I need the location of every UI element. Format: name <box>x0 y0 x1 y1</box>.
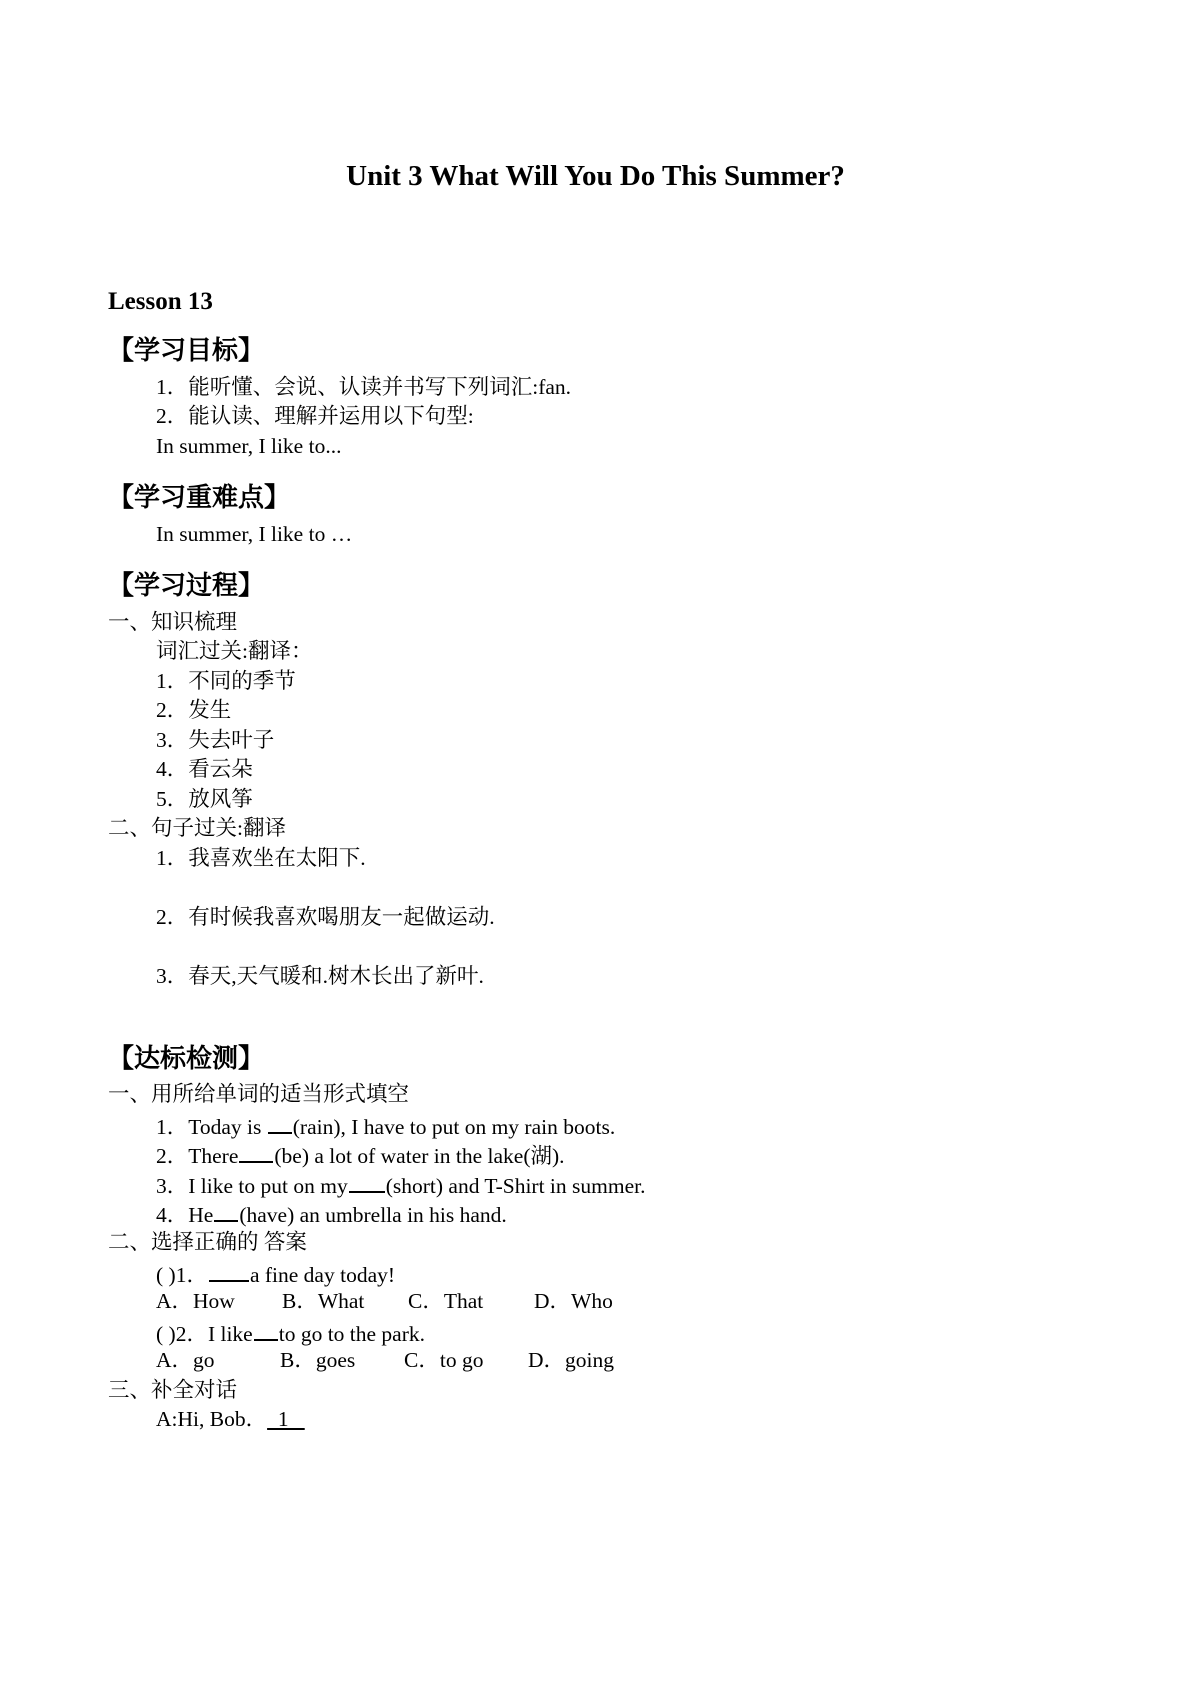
process-part1-title: 一、知识梳理 <box>108 610 238 634</box>
test-part3-title: 三、补全对话 <box>108 1378 238 1402</box>
choice-option[interactable]: D．going <box>528 1348 615 1372</box>
fill-blank[interactable] <box>268 1114 292 1134</box>
choice-question-post: to go to the park. <box>278 1322 426 1346</box>
objectives-heading: 【学习目标】 <box>108 336 265 365</box>
sentence-item: 2．有时候我喜欢喝朋友一起做运动. <box>156 905 495 929</box>
choice-option[interactable]: B．What <box>282 1289 365 1313</box>
fill-item <box>156 1143 565 1168</box>
choice-option[interactable]: C．That <box>408 1289 484 1313</box>
fill-blank[interactable] <box>214 1202 238 1222</box>
choice-blank[interactable] <box>209 1262 249 1282</box>
choice-question-pre: ( )2．I like <box>156 1322 253 1346</box>
choice-question-pre: ( )1． <box>156 1263 208 1287</box>
fill-item <box>156 1114 615 1139</box>
fill-item <box>156 1173 646 1198</box>
choice-option[interactable]: A．go <box>156 1348 215 1372</box>
keypoints-heading: 【学习重难点】 <box>108 483 291 512</box>
lesson-heading: Lesson 13 <box>108 288 213 315</box>
vocab-item: 1．不同的季节 <box>156 669 296 693</box>
fill-item-post: (rain), I have to put on my rain boots. <box>292 1115 616 1139</box>
sentence-item: 3．春天,天气暖和.树木长出了新叶. <box>156 964 484 988</box>
fill-item <box>156 1202 507 1227</box>
fill-item-post: (be) a lot of water in the lake(湖). <box>274 1144 565 1168</box>
page-title: Unit 3 What Will You Do This Summer? <box>346 160 845 192</box>
fill-item-post: (have) an umbrella in his hand. <box>239 1203 507 1227</box>
fill-item-pre: 2．There <box>156 1144 239 1168</box>
choice-option[interactable]: C．to go <box>404 1348 484 1372</box>
dialog-blank[interactable]: 1 <box>267 1407 305 1431</box>
dialog-line <box>156 1409 305 1431</box>
choice-option[interactable]: B．goes <box>280 1348 356 1372</box>
test-part2-title: 二、选择正确的 答案 <box>108 1230 307 1254</box>
objective-item-2: 2．能认读、理解并运用以下句型: <box>156 404 474 428</box>
choice-option[interactable]: A．How <box>156 1289 235 1313</box>
choice-option[interactable]: D．Who <box>534 1289 613 1313</box>
choice-question <box>156 1321 425 1346</box>
fill-item-pre: 3．I like to put on my <box>156 1174 348 1198</box>
choice-question-post: a fine day today! <box>249 1263 396 1287</box>
process-heading: 【学习过程】 <box>108 571 265 600</box>
vocab-item: 2．发生 <box>156 698 232 722</box>
fill-item-pre: 1．Today is <box>156 1115 267 1139</box>
test-part1-title: 一、用所给单词的适当形式填空 <box>108 1082 410 1106</box>
dialog-speaker-text: A:Hi, Bob． <box>156 1407 268 1431</box>
sentence-item: 1．我喜欢坐在太阳下. <box>156 846 366 870</box>
test-heading: 【达标检测】 <box>108 1044 265 1073</box>
vocab-item: 5．放风筝 <box>156 787 253 811</box>
choice-options <box>156 1350 614 1372</box>
vocab-item: 4．看云朵 <box>156 757 253 781</box>
fill-item-post: (short) and T-Shirt in summer. <box>385 1174 646 1198</box>
choice-question <box>156 1262 395 1287</box>
objective-item-1: 1．能听懂、会说、认读并书写下列词汇:fan. <box>156 375 572 399</box>
keypoint-item-1: In summer, I like to … <box>156 522 353 546</box>
objective-item-3: In summer, I like to... <box>156 434 342 458</box>
fill-blank[interactable] <box>239 1143 273 1163</box>
process-part2-title: 二、句子过关:翻译 <box>108 816 286 840</box>
vocab-intro: 词汇过关:翻译： <box>156 639 313 663</box>
fill-item-pre: 4．He <box>156 1203 214 1227</box>
fill-blank[interactable] <box>349 1173 385 1193</box>
vocab-item: 3．失去叶子 <box>156 728 275 752</box>
choice-blank[interactable] <box>254 1321 278 1341</box>
choice-options <box>156 1291 613 1313</box>
